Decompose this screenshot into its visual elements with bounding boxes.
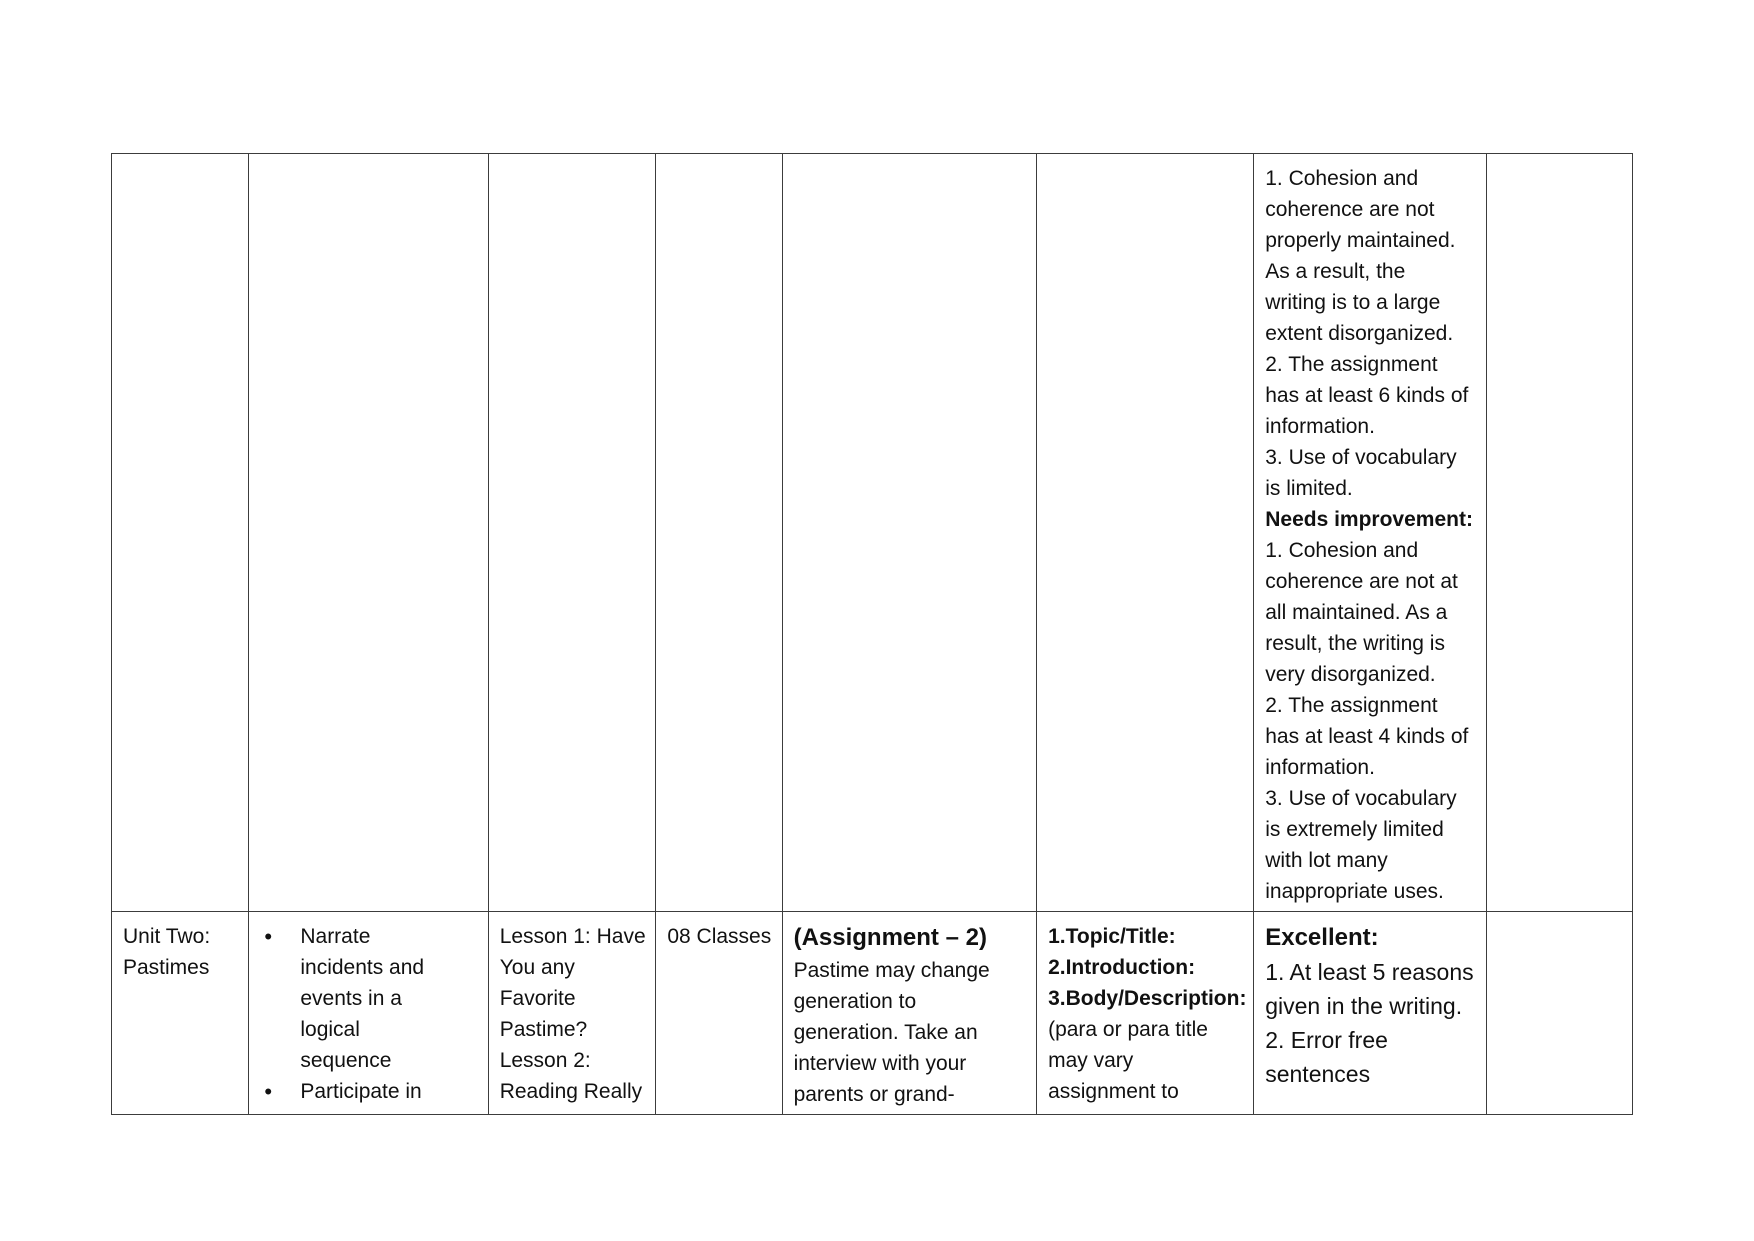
lesson-cell bbox=[488, 154, 656, 912]
outcome-line: • Participate in bbox=[300, 1080, 422, 1103]
rubric-cell bbox=[1254, 154, 1486, 912]
lesson-line: Lesson 2: bbox=[499, 1049, 591, 1072]
structure-headings bbox=[1048, 921, 1247, 1014]
assignment-line: parents or grand- bbox=[793, 1083, 955, 1106]
rubric-line: has at least 6 kinds of bbox=[1265, 384, 1469, 407]
unit-cell bbox=[112, 154, 249, 912]
assessment-rubric-table bbox=[111, 153, 1633, 1115]
learning-outcomes-cell bbox=[249, 154, 488, 912]
structure-notes bbox=[1048, 1014, 1243, 1107]
assignment-line: generation to bbox=[793, 990, 917, 1013]
rubric-line: inappropriate uses. bbox=[1265, 880, 1444, 903]
lesson-line: Lesson 1: Have bbox=[499, 925, 646, 948]
lesson-line: You any bbox=[499, 956, 575, 979]
outcome-line: logical bbox=[300, 1018, 360, 1041]
structure-line: assignment to bbox=[1048, 1080, 1179, 1103]
assignment-line: Pastime may change bbox=[793, 959, 990, 982]
criteria-line: 1. At least 5 reasons bbox=[1265, 959, 1474, 985]
rubric-line: As a result, the bbox=[1265, 260, 1406, 283]
rubric-line: 3. Use of vocabulary bbox=[1265, 446, 1457, 469]
structure-heading: 2.Introduction: bbox=[1048, 956, 1196, 979]
rubric-line: information. bbox=[1265, 415, 1375, 438]
structure-cell bbox=[1037, 912, 1254, 1115]
unit-cell bbox=[112, 912, 249, 1115]
lesson-line: Pastime? bbox=[499, 1018, 588, 1041]
rubric-line: has at least 4 kinds of bbox=[1265, 725, 1469, 748]
needs-improvement-heading: Needs improvement: bbox=[1265, 508, 1473, 531]
structure-heading: 3.Body/Description: bbox=[1048, 987, 1247, 1010]
rubric-line: is limited. bbox=[1265, 477, 1353, 500]
rubric-line: extent disorganized. bbox=[1265, 322, 1454, 345]
structure-cell bbox=[1037, 154, 1254, 912]
learning-outcomes-cell bbox=[249, 912, 488, 1115]
structure-line: (para or para title bbox=[1048, 1018, 1208, 1041]
rubric-line: coherence are not at bbox=[1265, 570, 1458, 593]
rubric-line: writing is to a large bbox=[1265, 291, 1441, 314]
rubric-line: with lot many bbox=[1265, 849, 1388, 872]
unit-line: Unit Two: bbox=[123, 925, 211, 948]
time-cell bbox=[656, 154, 782, 912]
rubric-line: 1. Cohesion and bbox=[1265, 167, 1419, 190]
assignment-cell bbox=[782, 912, 1037, 1115]
excellent-heading: Excellent: bbox=[1265, 924, 1379, 951]
remarks-cell bbox=[1486, 912, 1633, 1115]
learning-outcomes-list bbox=[260, 921, 477, 1107]
unit-line: Pastimes bbox=[123, 956, 210, 979]
structure-line: may vary bbox=[1048, 1049, 1134, 1072]
outcome-item bbox=[300, 1076, 477, 1107]
criteria-line: sentences bbox=[1265, 1061, 1371, 1087]
lesson-cell bbox=[488, 912, 656, 1115]
rubric-lines bbox=[1265, 163, 1475, 504]
rubric-line: 2. The assignment bbox=[1265, 694, 1438, 717]
unit-title bbox=[123, 921, 238, 983]
lesson-list bbox=[500, 921, 646, 1107]
lesson-line: Reading Really bbox=[499, 1080, 643, 1103]
rubric-line: is extremely limited bbox=[1265, 818, 1444, 841]
criteria-line: given in the writing. bbox=[1265, 993, 1463, 1019]
outcome-line: sequence bbox=[300, 1049, 392, 1072]
outcome-line: • Narrate bbox=[300, 925, 371, 948]
rubric-line: properly maintained. bbox=[1265, 229, 1456, 252]
outcome-item bbox=[300, 921, 477, 1076]
time-cell bbox=[656, 912, 782, 1115]
outcome-line: incidents and bbox=[300, 956, 425, 979]
needs-improvement-lines bbox=[1265, 535, 1475, 907]
criteria-line: 2. Error free bbox=[1265, 1027, 1388, 1053]
table-row bbox=[112, 154, 1633, 912]
assignment-line: interview with your bbox=[793, 1052, 967, 1075]
table-row bbox=[112, 912, 1633, 1115]
assignment-cell bbox=[782, 154, 1037, 912]
lesson-line: Favorite bbox=[499, 987, 576, 1010]
class-count: 08 Classes bbox=[667, 925, 772, 948]
rubric-line: 1. Cohesion and bbox=[1265, 539, 1419, 562]
rubric-line: 2. The assignment bbox=[1265, 353, 1438, 376]
structure-heading: 1.Topic/Title: bbox=[1048, 925, 1176, 948]
assignment-line: generation. Take an bbox=[793, 1021, 978, 1044]
outcome-line: events in a bbox=[300, 987, 402, 1010]
assignment-description bbox=[794, 955, 1027, 1110]
rubric-cell bbox=[1254, 912, 1486, 1115]
rubric-line: result, the writing is bbox=[1265, 632, 1445, 655]
rubric-line: information. bbox=[1265, 756, 1375, 779]
assignment-title: (Assignment – 2) bbox=[793, 924, 987, 951]
remarks-cell bbox=[1486, 154, 1633, 912]
excellent-criteria bbox=[1265, 955, 1475, 1091]
rubric-line: coherence are not bbox=[1265, 198, 1435, 221]
rubric-line: 3. Use of vocabulary bbox=[1265, 787, 1457, 810]
rubric-line: all maintained. As a bbox=[1265, 601, 1448, 624]
rubric-line: very disorganized. bbox=[1265, 663, 1436, 686]
